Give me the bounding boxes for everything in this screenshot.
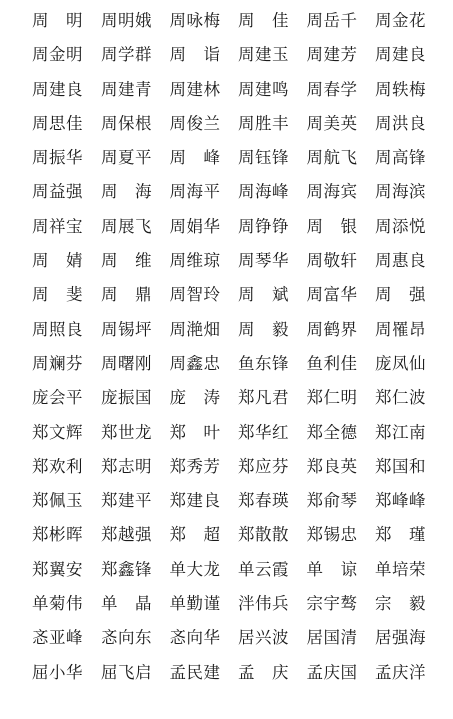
name-cell: 周夏平 <box>101 148 152 168</box>
name-cell: 周建鸣 <box>238 79 289 99</box>
name-cell: 郑仁明 <box>306 388 358 408</box>
name-cell: 周轶梅 <box>375 79 426 99</box>
name-cell: 忞向华 <box>169 628 221 648</box>
name-cell: 周建玉 <box>238 45 289 65</box>
name-cell: 周咏梅 <box>169 11 221 30</box>
name-cell: 周琴华 <box>238 251 289 271</box>
name-cell: 郑文辉 <box>32 422 83 442</box>
name-cell: 郑仁波 <box>375 388 426 408</box>
name-cell: 居强海 <box>375 628 426 648</box>
name-cell: 周添悦 <box>375 216 426 236</box>
name-cell: 郑佩玉 <box>32 491 83 511</box>
name-cell: 郑锡忠 <box>306 525 358 545</box>
name-cell: 周航飞 <box>306 148 358 168</box>
name-cell: 周建芳 <box>306 45 358 65</box>
name-cell: 周金花 <box>375 11 426 30</box>
name-cell: 庞振国 <box>101 388 152 408</box>
name-cell: 郑良英 <box>306 456 358 476</box>
name-cell: 周维琼 <box>169 251 221 271</box>
name-cell: 郑江南 <box>375 422 426 442</box>
name-cell: 郑翼安 <box>32 559 83 579</box>
name-cell: 庞会平 <box>32 388 83 408</box>
name-cell: 居国清 <box>306 628 358 648</box>
name-cell: 周 维 <box>101 251 152 271</box>
name-cell: 郑 瑾 <box>375 525 426 545</box>
name-cell: 周惠良 <box>375 251 426 271</box>
name-cell: 周滟畑 <box>169 319 221 339</box>
name-cell: 孟庆洋 <box>375 662 426 682</box>
name-cell: 郑鑫锋 <box>101 559 152 579</box>
name-cell: 周建良 <box>32 79 83 99</box>
name-cell: 庞 涛 <box>169 388 221 408</box>
name-cell: 周 婧 <box>32 251 83 271</box>
name-cell: 郑建良 <box>169 491 221 511</box>
name-cell: 周海峰 <box>238 182 289 202</box>
name-cell: 周俊兰 <box>169 113 221 133</box>
name-cell: 周展飞 <box>101 216 152 236</box>
name-cell: 周娟华 <box>169 216 221 236</box>
name-cell: 周 斐 <box>32 285 83 305</box>
name-cell: 郑全德 <box>306 422 358 442</box>
name-cell: 周斓芬 <box>32 353 83 373</box>
name-cell: 孟民建 <box>169 662 221 682</box>
name-cell: 周照良 <box>32 319 83 339</box>
name-cell: 周 海 <box>101 182 152 202</box>
name-cell: 单大龙 <box>169 559 221 579</box>
name-cell: 郑 超 <box>169 525 221 545</box>
name-cell: 宗 毅 <box>375 594 426 614</box>
name-cell: 周建良 <box>375 45 426 65</box>
name-cell: 周金明 <box>32 45 83 65</box>
name-cell: 周海平 <box>169 182 221 202</box>
name-cell: 周 佳 <box>238 11 289 30</box>
name-cell: 周祥宝 <box>32 216 83 236</box>
name-cell: 周建林 <box>169 79 221 99</box>
name-cell: 周 强 <box>375 285 426 305</box>
name-cell: 周海宾 <box>306 182 358 202</box>
name-cell: 鱼东锋 <box>238 353 289 373</box>
name-cell: 周益强 <box>32 182 83 202</box>
name-cell: 周曙刚 <box>101 353 152 373</box>
name-cell: 周高锋 <box>375 148 426 168</box>
name-cell: 单云霞 <box>238 559 289 579</box>
name-cell: 周 明 <box>32 11 83 30</box>
name-cell: 周钰锋 <box>238 148 289 168</box>
name-cell: 周 鼎 <box>101 285 152 305</box>
name-cell: 周春学 <box>306 79 358 99</box>
name-cell: 郑华红 <box>238 422 289 442</box>
name-cell: 屈小华 <box>32 662 83 682</box>
name-cell: 庞凤仙 <box>375 353 426 373</box>
name-cell: 周 峰 <box>169 148 221 168</box>
name-cell: 屈飞启 <box>101 662 152 682</box>
name-cell: 居兴波 <box>238 628 289 648</box>
name-cell: 周敬轩 <box>306 251 358 271</box>
name-cell: 周 诣 <box>169 45 221 65</box>
name-cell: 周 毅 <box>238 319 289 339</box>
name-cell: 周海滨 <box>375 182 426 202</box>
name-cell: 郑越强 <box>101 525 152 545</box>
name-cell: 周罹昂 <box>375 319 426 339</box>
name-cell: 周明娥 <box>101 11 152 30</box>
name-cell: 周 银 <box>306 216 358 236</box>
name-cell: 周铮铮 <box>238 216 289 236</box>
name-cell: 郑欢利 <box>32 456 83 476</box>
name-cell: 郑建平 <box>101 491 152 511</box>
name-cell: 周美英 <box>306 113 358 133</box>
name-cell: 单勤谨 <box>169 594 221 614</box>
name-cell: 周洪良 <box>375 113 426 133</box>
name-cell: 单 晶 <box>101 594 152 614</box>
name-cell: 郑俞琴 <box>306 491 358 511</box>
name-cell: 忞亚峰 <box>32 628 83 648</box>
name-cell: 宗宇骜 <box>306 594 358 614</box>
name-cell: 郑 叶 <box>169 422 221 442</box>
name-cell: 忞向东 <box>101 628 152 648</box>
name-cell: 周锡坪 <box>101 319 152 339</box>
name-cell: 孟 庆 <box>238 662 289 682</box>
name-cell: 周思佳 <box>32 113 83 133</box>
name-cell: 郑春瑛 <box>238 491 289 511</box>
name-cell: 周智玲 <box>169 285 221 305</box>
name-cell: 周鑫忠 <box>169 353 221 373</box>
name-cell: 郑彬晖 <box>32 525 83 545</box>
name-cell: 周振华 <box>32 148 83 168</box>
name-cell: 郑秀芳 <box>169 456 221 476</box>
name-cell: 周 斌 <box>238 285 289 305</box>
name-cell: 周建青 <box>101 79 152 99</box>
name-grid <box>0 4 441 690</box>
name-cell: 郑应芬 <box>238 456 289 476</box>
name-cell: 周富华 <box>306 285 358 305</box>
name-cell: 周胜丰 <box>238 113 289 133</box>
name-cell: 郑世龙 <box>101 422 152 442</box>
name-cell: 周学群 <box>101 45 152 65</box>
name-cell: 郑散散 <box>238 525 289 545</box>
name-cell: 孟庆国 <box>306 662 358 682</box>
name-cell: 郑峰峰 <box>375 491 426 511</box>
name-cell: 周鹤界 <box>306 319 358 339</box>
name-cell: 周岳千 <box>306 11 358 30</box>
name-cell: 郑凡君 <box>238 388 289 408</box>
name-cell: 郑志明 <box>101 456 152 476</box>
name-cell: 单 谅 <box>306 559 358 579</box>
name-cell: 郑国和 <box>375 456 426 476</box>
name-cell: 泮伟兵 <box>238 594 289 614</box>
name-cell: 周保根 <box>101 113 152 133</box>
name-cell: 单培荣 <box>375 559 426 579</box>
name-cell: 单菊伟 <box>32 594 83 614</box>
name-cell: 鱼利佳 <box>306 353 358 373</box>
